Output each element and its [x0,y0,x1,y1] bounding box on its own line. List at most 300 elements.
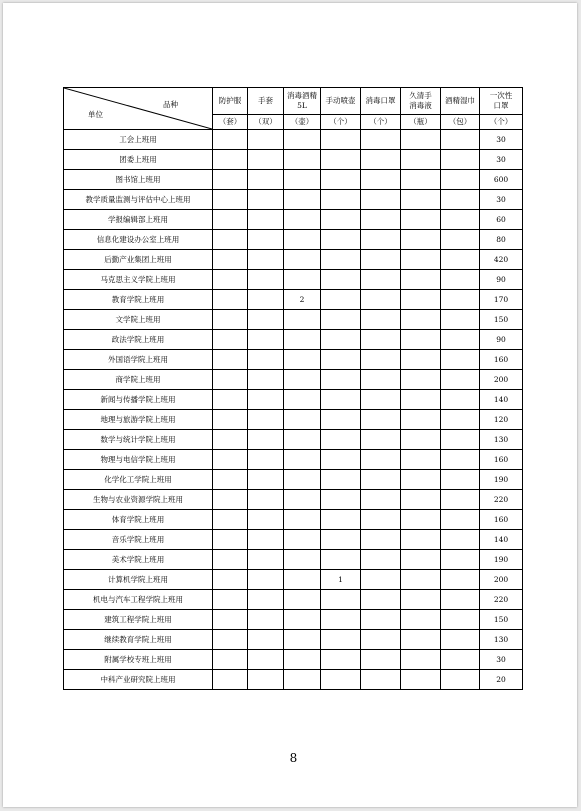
unit-name-cell: 物理与电信学院上班用 [64,450,213,470]
quantity-cell [321,370,361,390]
column-unit: （壶） [284,115,321,130]
unit-name-cell: 中科产业研究院上班用 [64,670,213,690]
quantity-cell [213,430,248,450]
quantity-cell [441,370,480,390]
quantity-cell: 200 [480,570,523,590]
quantity-cell: 80 [480,230,523,250]
quantity-cell [284,450,321,470]
quantity-cell [441,310,480,330]
quantity-cell [321,530,361,550]
quantity-cell [213,210,248,230]
quantity-cell: 140 [480,390,523,410]
variety-label: 品种 [163,100,178,109]
unit-name-cell: 团委上班用 [64,150,213,170]
quantity-cell [441,170,480,190]
table-row [64,490,523,510]
quantity-cell [321,510,361,530]
quantity-cell [361,390,401,410]
quantity-cell [441,250,480,270]
quantity-cell [321,130,361,150]
quantity-cell [401,610,441,630]
quantity-cell [321,590,361,610]
quantity-cell [284,490,321,510]
quantity-cell: 160 [480,350,523,370]
quantity-cell: 130 [480,430,523,450]
column-unit: （双） [248,115,284,130]
quantity-cell [213,390,248,410]
unit-name-cell: 工会上班用 [64,130,213,150]
unit-name-cell: 后勤产业集团上班用 [64,250,213,270]
table-row [64,450,523,470]
quantity-cell [441,290,480,310]
quantity-cell [361,410,401,430]
quantity-cell [441,270,480,290]
quantity-cell [441,510,480,530]
quantity-cell [284,610,321,630]
quantity-cell [441,410,480,430]
quantity-cell [213,330,248,350]
table-row [64,650,523,670]
quantity-cell [361,210,401,230]
quantity-cell [361,490,401,510]
diagonal-line [64,88,212,129]
table-row [64,130,523,150]
quantity-cell [213,590,248,610]
quantity-cell [361,290,401,310]
quantity-cell [213,650,248,670]
quantity-cell [284,210,321,230]
unit-name-cell: 图书馆上班用 [64,170,213,190]
quantity-cell [321,170,361,190]
unit-name-cell: 音乐学院上班用 [64,530,213,550]
quantity-cell [248,130,284,150]
column-header: 防护服 [213,88,248,115]
quantity-cell: 190 [480,470,523,490]
quantity-cell [321,150,361,170]
quantity-cell [361,670,401,690]
unit-name-cell: 体育学院上班用 [64,510,213,530]
quantity-cell [401,390,441,410]
quantity-cell: 170 [480,290,523,310]
unit-name-cell: 计算机学院上班用 [64,570,213,590]
quantity-cell [213,410,248,430]
quantity-cell [248,290,284,310]
quantity-cell [284,390,321,410]
table-row [64,370,523,390]
quantity-cell [213,470,248,490]
quantity-cell [248,330,284,350]
quantity-cell [284,150,321,170]
quantity-cell [321,230,361,250]
quantity-cell [361,430,401,450]
table-row [64,310,523,330]
quantity-cell [248,670,284,690]
quantity-cell [248,610,284,630]
quantity-cell: 220 [480,490,523,510]
quantity-cell [213,150,248,170]
quantity-cell: 30 [480,190,523,210]
quantity-cell [213,290,248,310]
table-row [64,350,523,370]
table-row [64,590,523,610]
quantity-cell [248,370,284,390]
quantity-cell [284,170,321,190]
quantity-cell [284,510,321,530]
quantity-cell [361,270,401,290]
quantity-cell [361,550,401,570]
quantity-cell [401,270,441,290]
column-header: 酒精湿巾 [441,88,480,115]
table-row [64,510,523,530]
quantity-cell [213,370,248,390]
quantity-cell [284,570,321,590]
table-row [64,670,523,690]
quantity-cell [284,470,321,490]
quantity-cell [321,250,361,270]
quantity-cell [401,670,441,690]
quantity-cell [361,530,401,550]
column-header: 一次性 口罩 [480,88,523,115]
unit-name-cell: 化学化工学院上班用 [64,470,213,490]
quantity-cell [284,430,321,450]
quantity-cell [401,590,441,610]
quantity-cell [401,630,441,650]
quantity-cell [361,130,401,150]
quantity-cell [401,230,441,250]
unit-name-cell: 新闻与传播学院上班用 [64,390,213,410]
quantity-cell [248,490,284,510]
diagonal-header-cell [64,88,213,130]
quantity-cell [248,190,284,210]
quantity-cell: 30 [480,150,523,170]
quantity-cell: 30 [480,650,523,670]
unit-name-cell: 美术学院上班用 [64,550,213,570]
quantity-cell [361,190,401,210]
quantity-cell [213,130,248,150]
quantity-cell [441,610,480,630]
quantity-cell [361,610,401,630]
quantity-cell [213,530,248,550]
quantity-cell [401,250,441,270]
quantity-cell [441,230,480,250]
unit-name-cell: 教学质量监测与评估中心上班用 [64,190,213,210]
quantity-cell [361,450,401,470]
quantity-cell [321,630,361,650]
quantity-cell [248,230,284,250]
unit-name-cell: 生物与农业资源学院上班用 [64,490,213,510]
quantity-cell [248,250,284,270]
quantity-cell [284,310,321,330]
column-unit: （瓶） [401,115,441,130]
quantity-cell [401,410,441,430]
table-row [64,410,523,430]
header-row [64,88,523,115]
unit-name-cell: 政法学院上班用 [64,330,213,350]
quantity-cell: 190 [480,550,523,570]
quantity-cell: 160 [480,510,523,530]
quantity-cell [361,650,401,670]
quantity-cell [321,450,361,470]
table-row [64,170,523,190]
quantity-cell [284,130,321,150]
quantity-cell [213,190,248,210]
quantity-cell [248,170,284,190]
unit-name-cell: 地理与旅游学院上班用 [64,410,213,430]
unit-name-cell: 文学院上班用 [64,310,213,330]
table-row [64,390,523,410]
quantity-cell [213,550,248,570]
table-row [64,530,523,550]
quantity-cell [361,150,401,170]
quantity-cell [361,250,401,270]
quantity-cell [213,170,248,190]
quantity-cell [321,490,361,510]
quantity-cell [361,330,401,350]
quantity-cell [321,190,361,210]
quantity-cell [248,150,284,170]
quantity-cell [441,670,480,690]
unit-name-cell: 继续教育学院上班用 [64,630,213,650]
quantity-cell [284,550,321,570]
quantity-cell [401,130,441,150]
quantity-cell [321,210,361,230]
table-row [64,230,523,250]
unit-name-cell: 教育学院上班用 [64,290,213,310]
quantity-cell: 90 [480,330,523,350]
quantity-cell [248,210,284,230]
quantity-cell [248,410,284,430]
quantity-cell [213,350,248,370]
quantity-cell [361,370,401,390]
quantity-cell [213,310,248,330]
quantity-cell [213,570,248,590]
quantity-cell [401,210,441,230]
quantity-cell [284,650,321,670]
quantity-cell [284,230,321,250]
quantity-cell [321,290,361,310]
quantity-cell [321,610,361,630]
quantity-cell [284,630,321,650]
quantity-cell [401,150,441,170]
quantity-cell [284,350,321,370]
quantity-cell [441,450,480,470]
quantity-cell: 150 [480,610,523,630]
unit-name-cell: 外国语学院上班用 [64,350,213,370]
column-unit: （套） [213,115,248,130]
quantity-cell [441,470,480,490]
quantity-cell [401,330,441,350]
quantity-cell [441,530,480,550]
quantity-cell [284,250,321,270]
quantity-cell [401,650,441,670]
quantity-cell [361,630,401,650]
column-unit: （个） [480,115,523,130]
quantity-cell [248,430,284,450]
quantity-cell [401,370,441,390]
quantity-cell [401,290,441,310]
quantity-cell: 60 [480,210,523,230]
quantity-cell [284,190,321,210]
column-unit: （包） [441,115,480,130]
quantity-cell: 120 [480,410,523,430]
quantity-cell [321,350,361,370]
unit-name-cell: 建筑工程学院上班用 [64,610,213,630]
quantity-cell [361,590,401,610]
quantity-cell [248,550,284,570]
column-header: 手套 [248,88,284,115]
column-unit: （个） [361,115,401,130]
quantity-cell [441,630,480,650]
quantity-cell: 150 [480,310,523,330]
quantity-cell [361,230,401,250]
quantity-cell [361,570,401,590]
quantity-cell [284,590,321,610]
quantity-cell [321,550,361,570]
quantity-cell [361,510,401,530]
quantity-cell: 160 [480,450,523,470]
quantity-cell [401,430,441,450]
quantity-cell [401,190,441,210]
quantity-cell [213,630,248,650]
quantity-cell [284,270,321,290]
quantity-cell [284,370,321,390]
quantity-cell [213,270,248,290]
unit-name-cell: 机电与汽车工程学院上班用 [64,590,213,610]
table-row [64,190,523,210]
quantity-cell [248,310,284,330]
quantity-cell [401,550,441,570]
table-row [64,210,523,230]
table-row [64,470,523,490]
table-row [64,570,523,590]
column-header: 手动喷壶 [321,88,361,115]
quantity-cell [248,590,284,610]
quantity-cell [284,410,321,430]
quantity-cell [213,450,248,470]
table-row [64,290,523,310]
unit-name-cell: 学报编辑部上班用 [64,210,213,230]
table-row [64,250,523,270]
quantity-cell: 420 [480,250,523,270]
quantity-cell [401,490,441,510]
quantity-cell: 30 [480,130,523,150]
quantity-cell [441,590,480,610]
quantity-cell [441,130,480,150]
quantity-cell: 600 [480,170,523,190]
quantity-cell [401,570,441,590]
quantity-cell [321,270,361,290]
quantity-cell [213,510,248,530]
quantity-cell [441,390,480,410]
table-row [64,630,523,650]
column-header: 消毒酒精 5L [284,88,321,115]
unit-name-cell: 马克思主义学院上班用 [64,270,213,290]
quantity-cell [248,510,284,530]
column-header: 消毒口罩 [361,88,401,115]
quantity-cell: 2 [284,290,321,310]
quantity-cell [361,170,401,190]
unit-name-cell: 信息化建设办公室上班用 [64,230,213,250]
quantity-cell [321,470,361,490]
quantity-cell [321,410,361,430]
quantity-cell: 130 [480,630,523,650]
quantity-cell [401,510,441,530]
quantity-cell: 20 [480,670,523,690]
quantity-cell [248,390,284,410]
column-header: 久清手 消毒液 [401,88,441,115]
quantity-cell [401,310,441,330]
unit-label: 单位 [88,110,103,119]
document-page [3,3,577,807]
table-row [64,550,523,570]
quantity-cell [213,250,248,270]
quantity-cell [248,470,284,490]
quantity-cell [321,310,361,330]
quantity-cell [248,270,284,290]
quantity-cell [248,530,284,550]
quantity-cell [441,330,480,350]
quantity-cell [248,630,284,650]
quantity-cell [361,470,401,490]
quantity-cell [321,390,361,410]
quantity-cell [441,430,480,450]
unit-name-cell: 附属学校专班上班用 [64,650,213,670]
quantity-cell [248,570,284,590]
quantity-cell [321,330,361,350]
quantity-cell: 220 [480,590,523,610]
quantity-cell [361,310,401,330]
unit-name-cell: 数学与统计学院上班用 [64,430,213,450]
quantity-cell: 200 [480,370,523,390]
table-row [64,270,523,290]
quantity-cell [441,350,480,370]
table-row [64,610,523,630]
quantity-cell [213,230,248,250]
quantity-cell [321,430,361,450]
quantity-cell [401,170,441,190]
quantity-cell [441,490,480,510]
quantity-cell [213,670,248,690]
quantity-cell [248,350,284,370]
quantity-cell: 140 [480,530,523,550]
table-row [64,150,523,170]
supplies-table [63,87,523,690]
column-unit: （个） [321,115,361,130]
quantity-cell [213,490,248,510]
quantity-cell [284,330,321,350]
quantity-cell [321,650,361,670]
quantity-cell [248,450,284,470]
quantity-cell [213,610,248,630]
quantity-cell: 1 [321,570,361,590]
quantity-cell [401,350,441,370]
page-number: 8 [289,751,298,765]
quantity-cell [441,650,480,670]
quantity-cell [441,210,480,230]
quantity-cell [441,550,480,570]
quantity-cell [284,670,321,690]
quantity-cell [321,670,361,690]
quantity-cell [401,530,441,550]
table-row [64,430,523,450]
unit-name-cell: 商学院上班用 [64,370,213,390]
quantity-cell [441,570,480,590]
quantity-cell [441,150,480,170]
quantity-cell [401,470,441,490]
quantity-cell [361,350,401,370]
quantity-cell: 90 [480,270,523,290]
quantity-cell [284,530,321,550]
